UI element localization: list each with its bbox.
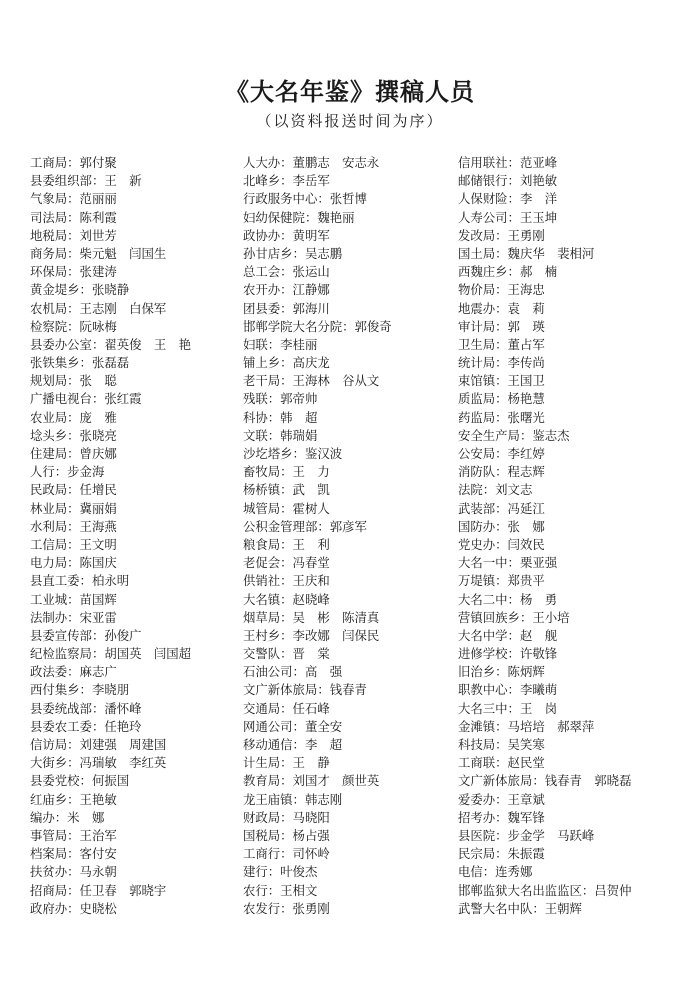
- contributor-entry: 文广新体旅局：钱春青 郭晓磊: [458, 773, 632, 789]
- contributor-entry: 爱委办：王章斌: [458, 791, 545, 807]
- contributor-entry: 武警大名中队：王朝辉: [458, 900, 582, 916]
- contributor-entry: 计生局：王 静: [243, 755, 330, 771]
- contributor-entry: 总工会：张运山: [243, 264, 330, 280]
- contributor-entry: 职教中心：李曦萌: [458, 682, 558, 698]
- contributor-entry: 行政服务中心：张哲博: [243, 191, 367, 207]
- column-2: [243, 154, 453, 918]
- contributor-entry: 药监局：张曙光: [458, 409, 545, 425]
- contributor-entry: 农开办：江静娜: [243, 282, 330, 298]
- contributor-entry: 红庙乡：王艳敏: [30, 791, 117, 807]
- contributor-entry: 西付集乡：李晓朋: [30, 682, 130, 698]
- contributor-entry: 电力局：陈国庆: [30, 555, 117, 571]
- contributor-entry: 人行：步金海: [30, 464, 105, 480]
- contributor-entry: 黄金堤乡：张晓静: [30, 282, 130, 298]
- contributor-entry: 政协办：黄明军: [243, 227, 330, 243]
- contributor-entry: 商务局：柴元魁 闫国生: [30, 245, 167, 261]
- contributor-entry: 供销社：王庆和: [243, 573, 330, 589]
- contributor-entry: 工商局：郭付聚: [30, 155, 117, 170]
- contributor-entry: 地震办：袁 莉: [458, 300, 545, 316]
- contributor-entry: 残联：郭帝帅: [243, 391, 318, 407]
- contributor-entry: 大街乡：冯瑞敏 李红英: [30, 755, 167, 771]
- contributor-entry: 张铁集乡：张磊磊: [30, 355, 130, 371]
- contributor-entry: 邮储银行：刘艳敏: [458, 173, 558, 189]
- contributor-entry: 检察院：阮咏梅: [30, 318, 117, 334]
- contributor-entry: 县委宣传部：孙俊广: [30, 627, 142, 643]
- contributor-entry: 沙圪塔乡：鉴汉波: [243, 446, 343, 461]
- contributor-entry: 法制办：宋亚雷: [30, 609, 117, 625]
- contributor-entry: 信用联社：范亚峰: [458, 155, 558, 170]
- contributor-entry: 工信局：王文明: [30, 536, 117, 552]
- contributor-entry: 国防办：张 娜: [458, 518, 545, 534]
- contributor-entry: 民政局：任增民: [30, 482, 117, 498]
- contributor-entry: 老促会：冯春堂: [243, 555, 330, 571]
- contributor-entry: 住建局：曾庆娜: [30, 446, 117, 461]
- contributor-entry: 大名镇：赵晓峰: [243, 591, 330, 607]
- contributor-entry: 水利局：王海燕: [30, 518, 117, 534]
- page-subtitle: （以资料报送时间为序）: [256, 112, 444, 130]
- contributor-entry: 规划局：张 聪: [30, 373, 117, 389]
- contributor-entry: 招考办：魏军锋: [458, 809, 545, 825]
- contributor-entry: 金滩镇：马培培 郝翠萍: [458, 718, 595, 734]
- contributor-entry: 电信：连秀娜: [458, 864, 533, 880]
- contributor-entry: 信访局：刘建强 周建国: [30, 737, 167, 752]
- contributor-entry: 龙王庙镇：韩志刚: [243, 791, 343, 807]
- contributor-entry: 林业局：冀丽娟: [30, 500, 117, 516]
- contributor-entry: 烟草局：吴 彬 陈清真: [243, 609, 380, 625]
- contributor-entry: 科技局：吴笑寒: [458, 737, 545, 752]
- contributor-entry: 政府办：史晓松: [30, 900, 117, 916]
- contributor-entry: 广播电视台：张红霞: [30, 391, 142, 407]
- column-3: [458, 154, 698, 918]
- contributor-entry: 团县委：郭海川: [243, 300, 330, 316]
- contributor-entry: 纪检监察局：胡国英 闫国超: [30, 646, 192, 662]
- contributor-entry: 铺上乡：高庆龙: [243, 355, 330, 371]
- contributor-entry: 建行：叶俊杰: [243, 864, 318, 880]
- contributor-entry: 老干局：王海林 谷从文: [243, 373, 380, 389]
- contributor-entry: 档案局：客付安: [30, 846, 117, 862]
- contributor-entry: 科协：韩 超: [243, 409, 318, 425]
- contributor-entry: 质监局：杨艳慧: [458, 391, 545, 407]
- contributor-entry: 人寿公司：王玉坤: [458, 209, 558, 225]
- contributor-entry: 国税局：杨占强: [243, 827, 330, 843]
- contributor-entry: 事管局：王治军: [30, 827, 117, 843]
- contributor-entry: 交警队：晋 棠: [243, 646, 330, 662]
- contributor-entry: 扶贫办：马永朝: [30, 864, 117, 880]
- contributor-entry: 妇幼保健院：魏艳丽: [243, 209, 355, 225]
- contributor-entry: 地税局：刘世芳: [30, 227, 117, 243]
- contributor-entry: 农发行：张勇刚: [243, 900, 330, 916]
- contributor-entry: 县医院：步金学 马跃峰: [458, 827, 595, 843]
- contributor-entry: 招商局：任卫春 郭晓宇: [30, 882, 167, 898]
- contributor-entry: 县直工委：柏永明: [30, 573, 130, 589]
- contributor-entry: 网通公司：董全安: [243, 718, 343, 734]
- contributor-entry: 西魏庄乡：郝 楠: [458, 264, 558, 280]
- contributor-entry: 大名中学：赵 舰: [458, 627, 558, 643]
- contributor-entry: 粮食局：王 利: [243, 536, 330, 552]
- contributor-entry: 大名三中：王 岗: [458, 700, 558, 716]
- contributor-entry: 大名一中：栗亚强: [458, 555, 558, 571]
- page-title: 《大名年鉴》撰稿人员: [225, 77, 475, 106]
- contributor-entry: 工商联：赵民堂: [458, 755, 545, 771]
- contributor-entry: 工业城：苗国辉: [30, 591, 117, 607]
- contributor-entry: 党史办：闫效民: [458, 536, 545, 552]
- contributor-entry: 进修学校：许敬锋: [458, 646, 558, 662]
- contributor-entry: 公安局：李红婷: [458, 446, 545, 461]
- contributor-entry: 武装部：冯延江: [458, 500, 545, 516]
- contributor-entry: 政法委：麻志广: [30, 664, 117, 680]
- contributor-entry: 县委农工委：任艳玲: [30, 718, 142, 734]
- contributor-entry: 埝头乡：张晓亮: [30, 427, 117, 443]
- contributor-entry: 农机局：王志刚 白保军: [30, 300, 167, 316]
- contributor-entry: 束馆镇：王国卫: [458, 373, 545, 389]
- contributor-entry: 文广新体旅局：钱春青: [243, 682, 367, 698]
- contributor-entry: 大名二中：杨 勇: [458, 591, 558, 607]
- contributor-entry: 卫生局：董占军: [458, 336, 545, 352]
- contributor-entry: 发改局：王勇刚: [458, 227, 545, 243]
- contributor-entry: 县委组织部：王 新: [30, 173, 142, 189]
- contributor-entry: 农业局：庞 雅: [30, 409, 117, 425]
- contributor-entry: 司法局：陈利霞: [30, 209, 117, 225]
- contributor-entry: 县委办公室：翟英俊 王 艳: [30, 336, 192, 352]
- contributor-entry: 民宗局：朱振霞: [458, 846, 545, 862]
- contributor-entry: 物价局：王海忠: [458, 282, 545, 298]
- contributor-entry: 营镇回族乡：王小培: [458, 609, 570, 625]
- contributor-entry: 王村乡：李改娜 闫保民: [243, 627, 380, 643]
- contributor-entry: 交通局：任石峰: [243, 700, 330, 716]
- contributor-entry: 国土局：魏庆华 裴相河: [458, 245, 595, 261]
- contributor-entry: 杨桥镇：武 凯: [243, 482, 330, 498]
- contributor-entry: 教育局：刘国才 颜世英: [243, 773, 380, 789]
- contributor-entry: 移动通信：李 超: [243, 737, 343, 752]
- contributor-entry: 北峰乡：李岳军: [243, 173, 330, 189]
- contributor-entry: 安全生产局：鉴志杰: [458, 427, 570, 443]
- contributor-entry: 城管局：霍树人: [243, 500, 330, 516]
- contributor-entry: 邯郸监狱大名出监监区：吕贺仲: [458, 882, 632, 898]
- contributor-entry: 公积金管理部：郭彦军: [243, 518, 367, 534]
- contributor-entry: 县委党校：何振国: [30, 773, 130, 789]
- contributor-entry: 消防队：程志辉: [458, 464, 545, 480]
- contributor-entry: 审计局：郭 瑛: [458, 318, 545, 334]
- contributor-entry: 县委统战部：潘怀峰: [30, 700, 142, 716]
- contributor-entry: 妇联：李桂丽: [243, 336, 318, 352]
- contributor-entry: 统计局：李传尚: [458, 355, 545, 371]
- contributor-entry: 工商行：司怀岭: [243, 846, 330, 862]
- contributor-entry: 人大办：董鹏志 安志永: [243, 155, 380, 170]
- contributor-entry: 邯郸学院大名分院：郭俊奇: [243, 318, 392, 334]
- contributor-entry: 石油公司：高 强: [243, 664, 343, 680]
- contributor-entry: 人保财险：李 洋: [458, 191, 558, 207]
- contributor-entry: 文联：韩瑞娟: [243, 427, 318, 443]
- contributor-entry: 农行：王相文: [243, 882, 318, 898]
- contributor-entry: 法院：刘文志: [458, 482, 533, 498]
- column-1: [30, 154, 240, 918]
- contributor-entry: 气象局：范丽丽: [30, 191, 117, 207]
- contributor-entry: 环保局：张建涛: [30, 264, 117, 280]
- contributor-entry: 旧治乡：陈炳辉: [458, 664, 545, 680]
- contributor-entry: 财政局：马晓阳: [243, 809, 330, 825]
- contributor-entry: 编办：米 娜: [30, 809, 105, 825]
- contributor-entry: 孙甘店乡：吴志鹏: [243, 245, 343, 261]
- contributor-entry: 畜牧局：王 力: [243, 464, 330, 480]
- contributor-entry: 万堤镇：郑贵平: [458, 573, 545, 589]
